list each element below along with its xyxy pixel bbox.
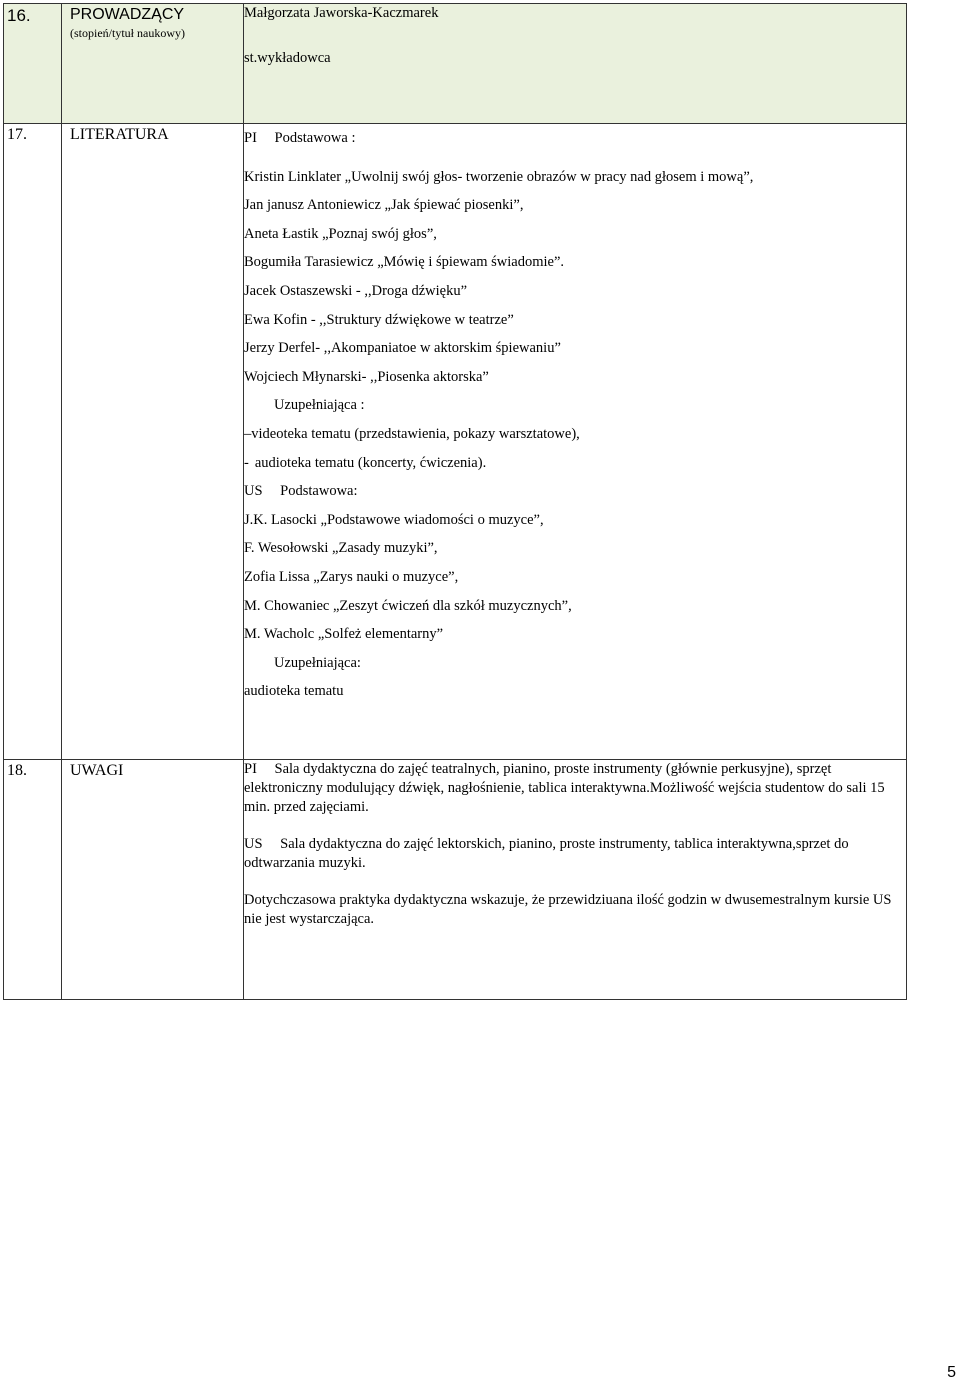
row-literature: [4, 124, 907, 760]
bibliography-item: F. Wesołowski „Zasady muzyki”,: [244, 540, 438, 557]
supplementary-heading: Uzupełniająca:: [274, 654, 361, 671]
us-tag: US: [244, 483, 263, 500]
row-number: 18.: [7, 762, 27, 779]
bibliography-item: Zofia Lissa „Zarys nauki o muzyce”,: [244, 568, 459, 585]
row-label: UWAGI: [70, 762, 124, 779]
page-number: 5: [947, 1364, 956, 1381]
bibliography-item: Kristin Linklater „Uwolnij swój głos- tworzenie obrazów w pracy nad głosem i mową”,: [244, 168, 754, 185]
syllabus-table: [3, 3, 907, 1000]
row-number: 16.: [7, 6, 31, 25]
remark-text: Sala dydaktyczna do zajęć teatralnych, pianino, proste instrumenty (głównie perkusyjne), sprzęt elektroniczny modulujący dźwięk, nagłośnienie, tablica interaktywna.Możliwość wejścia studentow do sali 15 min. przed zajęciami.: [244, 761, 885, 815]
row-label: PROWADZĄCY: [70, 6, 185, 23]
pi-basic-heading: [244, 124, 906, 153]
bibliography-item: Ewa Kofin - ,,Struktury dźwiękowe w teatrze”: [244, 311, 514, 328]
item-dash: –: [244, 425, 252, 442]
bibliography-item: M. Chowaniec „Zeszyt ćwiczeń dla szkół muzycznych”,: [244, 597, 572, 614]
item-dash: -: [244, 454, 249, 471]
bibliography-item: Jerzy Derfel- ,,Akompaniatoe w aktorskim śpiewaniu”: [244, 340, 561, 357]
row-number-cell: [4, 760, 62, 1000]
instructor-title: st.wykładowca: [244, 50, 331, 66]
supplementary-item: [244, 449, 906, 478]
pi-tag: PI: [244, 130, 257, 146]
row-label-cell: [62, 760, 244, 1000]
row-number-cell: [4, 124, 62, 760]
supplementary-heading: Uzupełniająca :: [274, 397, 365, 414]
us-basic-heading: [244, 477, 906, 506]
row-number: 17.: [7, 126, 27, 143]
instructor-cell: [244, 4, 907, 124]
supplementary-item: audioteka tematu: [244, 683, 344, 700]
bibliography-item: J.K. Lasocki „Podstawowe wiadomości o muzyce”,: [244, 511, 544, 528]
basic-heading: Podstawowa :: [274, 130, 356, 146]
us-tag: US: [244, 836, 263, 852]
bibliography-item: Jacek Ostaszewski - ,,Droga dźwięku”: [244, 282, 468, 299]
item-text: videoteka tematu (przedstawienia, pokazy warsztatowe),: [251, 425, 580, 442]
instructor-name: Małgorzata Jaworska-Kaczmarek: [244, 5, 439, 21]
us-remark: [244, 835, 906, 873]
row-remarks: [4, 760, 907, 1000]
remark-note: Dotychczasowa praktyka dydaktyczna wskazuje, że przewidziuana ilość godzin w dwusemestralnym kursie US nie jest wystarczająca.: [244, 892, 892, 927]
row-instructor: [4, 4, 907, 124]
row-number-cell: [4, 4, 62, 124]
basic-heading: Podstawowa:: [280, 483, 358, 500]
supplementary-item: [244, 420, 906, 449]
row-sublabel: (stopień/tytuł naukowy): [70, 26, 185, 40]
literature-cell: [244, 124, 907, 760]
bibliography-item: Aneta Łastik „Poznaj swój głos”,: [244, 225, 437, 242]
pi-remark: [244, 760, 906, 817]
bibliography-item: Wojciech Młynarski- ,,Piosenka aktorska”: [244, 368, 489, 385]
remarks-cell: [244, 760, 907, 1000]
item-text: audioteka tematu (koncerty, ćwiczenia).: [254, 454, 487, 471]
remark-text: Sala dydaktyczna do zajęć lektorskich, pianino, proste instrumenty, tablica interaktywna,sprzet do odtwarzania muzyki.: [244, 836, 849, 871]
bibliography-item: Jan janusz Antoniewicz „Jak śpiewać piosenki”,: [244, 197, 524, 214]
bibliography-item: Bogumiła Tarasiewicz „Mówię i śpiewam świadomie”.: [244, 254, 565, 271]
row-label-cell: [62, 124, 244, 760]
row-label-cell: [62, 4, 244, 124]
bibliography-item: M. Wacholc „Solfeż elementarny”: [244, 626, 444, 643]
spacer: [244, 153, 906, 163]
pi-tag: PI: [244, 761, 257, 777]
row-label: LITERATURA: [70, 126, 169, 143]
